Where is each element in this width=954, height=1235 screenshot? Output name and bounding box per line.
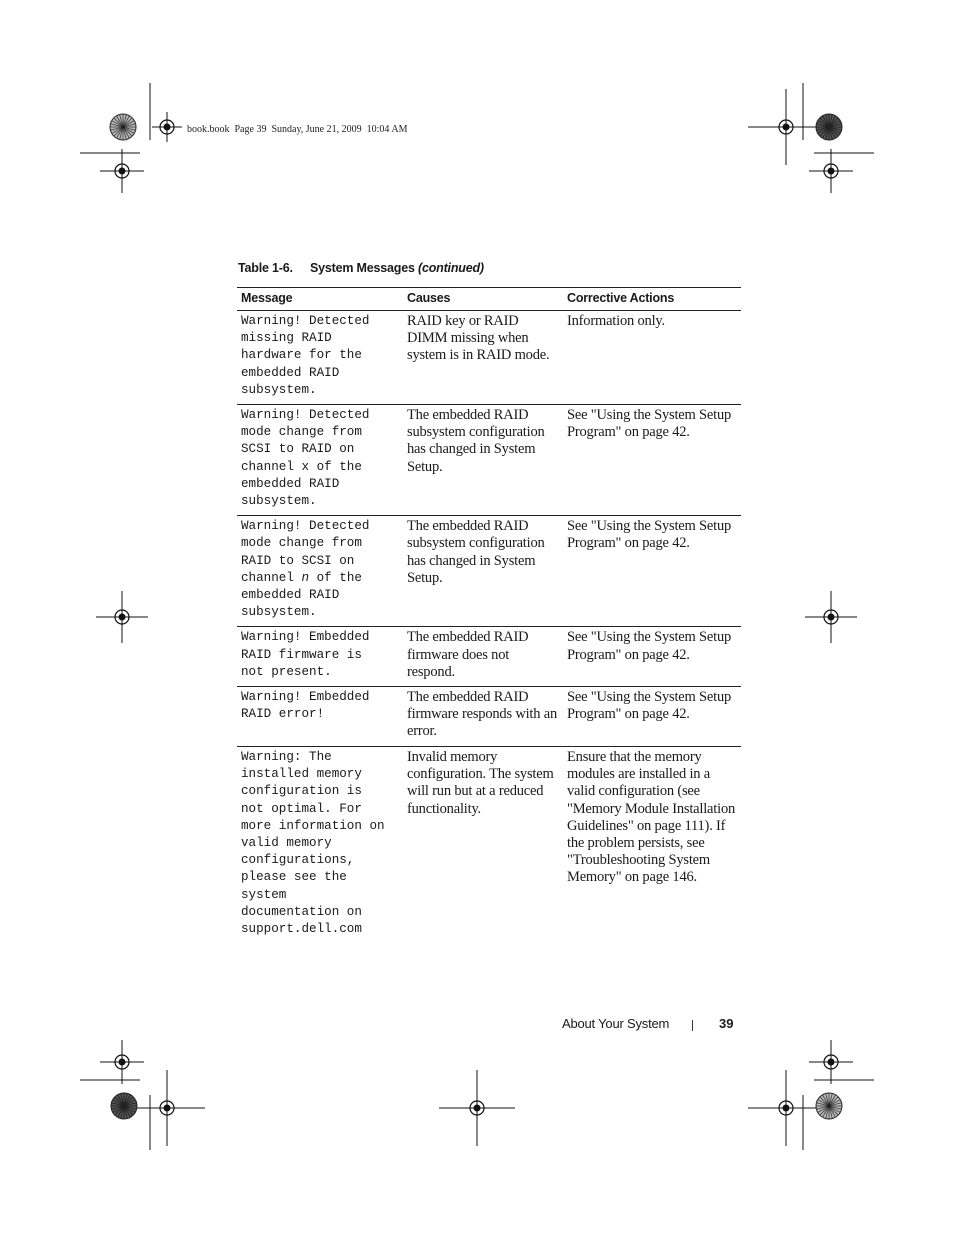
system-messages-table [237,287,741,943]
actions-cell: See "Using the System Setup Program" on page 42. [563,687,741,747]
registration-target-icon [439,1070,515,1146]
column-header-causes: Causes [403,288,563,311]
registration-target-icon [805,591,857,643]
column-header-corrective-actions: Corrective Actions [563,288,741,311]
registration-target-icon [748,1070,824,1146]
table-row [237,311,741,405]
registration-target-icon [152,112,182,142]
registration-target-icon [809,1040,853,1084]
actions-cell: Information only. [563,311,741,405]
actions-cell: See "Using the System Setup Program" on page 42. [563,627,741,687]
actions-cell: See "Using the System Setup Program" on page 42. [563,516,741,627]
table-row [237,405,741,516]
color-bar-target-icon [816,114,842,140]
color-bar-target-icon [816,1093,842,1119]
message-cell: Warning! Detected mode change from SCSI to RAID on channel x of the embedded RAID subsystem. [237,405,403,516]
table-row [237,516,741,627]
print-header: book.book Page 39 Sunday, June 21, 2009 10:04 AM [187,124,408,135]
table-caption-continued: (continued) [418,261,484,275]
table-caption [238,261,484,275]
registration-target-icon [100,1040,144,1084]
table-row [237,687,741,747]
actions-cell: See "Using the System Setup Program" on page 42. [563,405,741,516]
message-text-variable: n [301,570,310,585]
actions-cell: Ensure that the memory modules are installed in a valid configuration (see "Memory Module Installation Guidelines" on page 111). If the problem persists, see "Troubleshooting System Memory" on page 146. [567,749,736,886]
message-cell: Warning! Embedded RAID firmware is not present. [237,627,403,687]
causes-cell: Invalid memory configuration. The system will run but at a reduced functionality. [407,749,554,817]
footer-divider [692,1020,693,1031]
color-bar-target-icon [110,114,136,140]
message-cell [237,516,403,627]
message-text-end: of the embedded RAID subsystem. [241,570,362,620]
column-header-message: Message [237,288,403,311]
message-cell: Warning: The installed memory configuration is not optimal. For more information on valid memory configurations, please see the system documentation on support.dell.com [241,750,385,937]
causes-cell: The embedded RAID subsystem configuration has changed in System Setup. [403,405,563,516]
message-cell: Warning! Detected missing RAID hardware for the embedded RAID subsystem. [237,311,403,405]
registration-target-icon [100,149,144,193]
registration-target-icon [96,591,148,643]
registration-target-icon [748,89,824,165]
registration-target-icon [809,149,853,193]
causes-cell: The embedded RAID subsystem configuration has changed in System Setup. [403,516,563,627]
causes-cell: The embedded RAID firmware responds with an error. [403,687,563,747]
registration-target-icon [129,1070,205,1146]
table-row [237,747,741,944]
message-cell: Warning! Embedded RAID error! [237,687,403,747]
footer-section-title: About Your System [562,1016,670,1031]
causes-cell: The embedded RAID firmware does not respond. [403,627,563,687]
table-caption-number: Table 1-6. [238,261,293,275]
table-caption-title: System Messages [310,261,415,275]
table-header-row [237,288,741,311]
message-text-start: Warning! Detected mode change from RAID to SCSI on channel [241,519,370,585]
footer-page-number: 39 [719,1016,734,1031]
color-bar-target-icon [111,1093,137,1119]
table-row [237,627,741,687]
causes-cell: RAID key or RAID DIMM missing when system is in RAID mode. [403,311,563,405]
